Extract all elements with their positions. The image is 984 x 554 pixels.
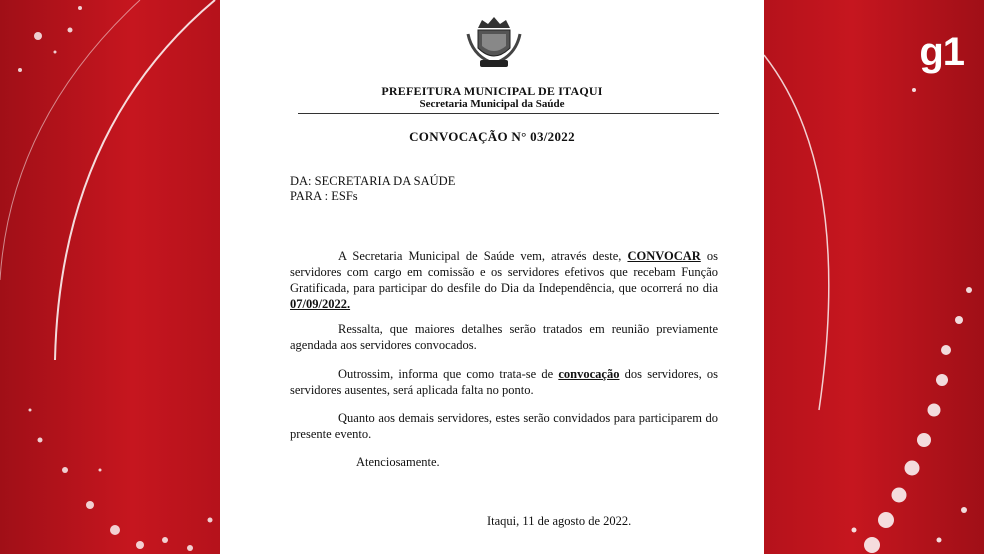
paragraph-1-text-a: A Secretaria Municipal de Saúde vem, através deste, [338,249,622,263]
paragraph-1 [290,248,718,312]
document-page [220,0,764,554]
place-date: Itaqui, 11 de agosto de 2022. [487,514,632,528]
background-left-panel [0,0,220,554]
paragraph-2: Ressalta, que maiores detalhes serão tratados em reunião previamente agendada aos servidores convocados. [290,322,718,352]
decorative-arcs-right [764,0,984,554]
document-title: CONVOCAÇÃO N° 03/2022 [409,129,575,144]
decorative-arcs-left [0,0,220,554]
paragraph-1-text-c: os servidores com cargo em comissão e os servidores efetivos que recebam Função Gratificada, para participar do desfile do Dia da Independência, que ocorrerá no dia [290,249,719,295]
convocacao-emphasis: convocação [558,367,620,381]
g1-logo: g1 [919,30,964,74]
paragraph-3-text-a: Outrossim, informa que como trata-se de [338,367,554,381]
convocar-emphasis: CONVOCAR [627,249,701,263]
header-department: Secretaria Municipal da Saúde [419,98,565,110]
header-municipality: PREFEITURA MUNICIPAL DE ITAQUI [381,84,603,98]
paragraph-4: Quanto aos demais servidores, estes serão convidados para participarem do presente evento. [290,411,718,441]
event-date: 07/09/2022. [290,297,351,311]
closing: Atenciosamente. [356,455,440,469]
paragraph-3 [290,366,718,398]
to-line: PARA : ESFs [290,189,358,203]
coat-of-arms-icon [464,14,524,72]
paragraph-3-text-c: dos servidores, os servidores ausentes, será aplicada falta no ponto. [290,367,719,397]
header-divider [298,113,719,114]
from-line: DA: SECRETARIA DA SAÚDE [290,174,456,188]
background-right-panel [764,0,984,554]
